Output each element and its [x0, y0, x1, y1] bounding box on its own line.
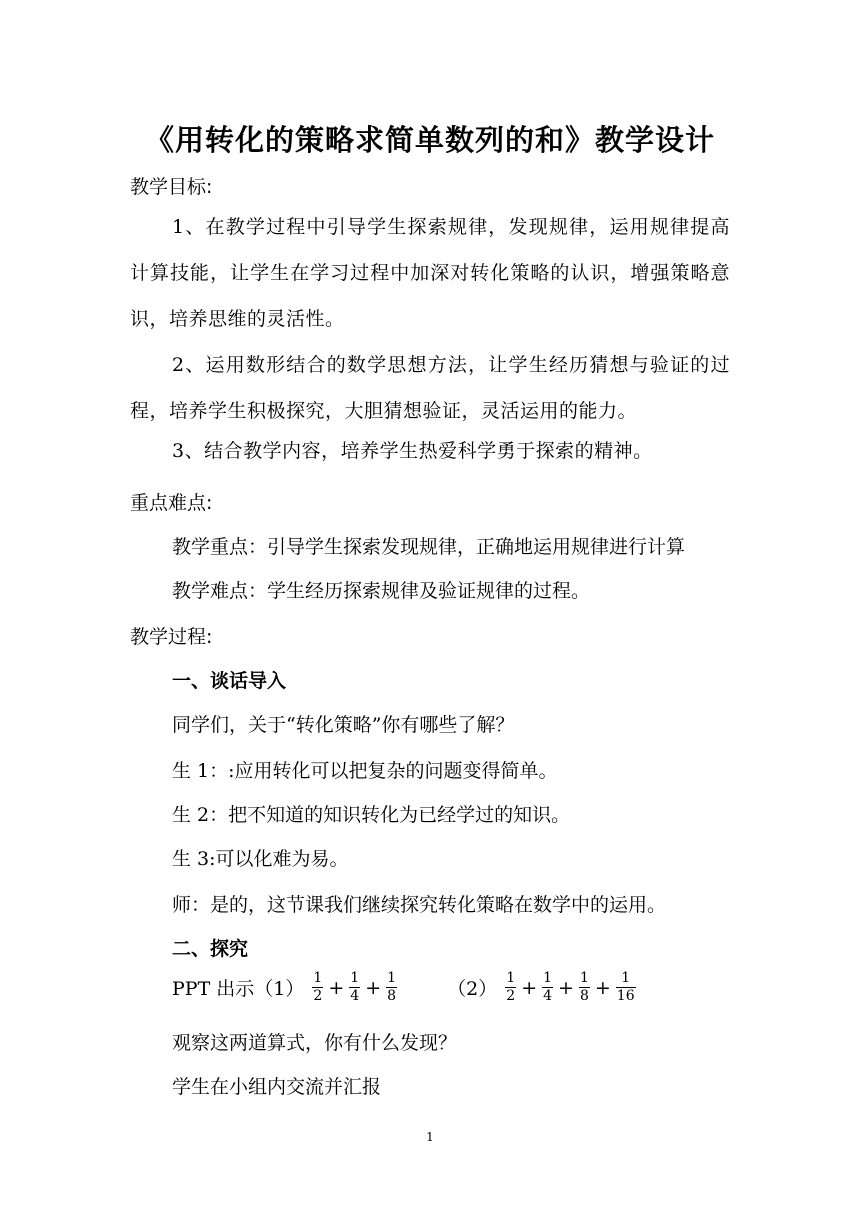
fraction: $\frac{1}{8}$ [579, 970, 589, 1004]
section1-line-1: 同学们，关于“转化策略”你有哪些了解？ [172, 714, 515, 736]
keypoints-heading: 重点难点: [130, 492, 213, 514]
section1-title: 一、谈话导入 [172, 670, 287, 692]
fraction: $\frac{1}{2}$ [313, 970, 323, 1004]
plus-sign: + [594, 976, 611, 999]
plus-sign: + [521, 976, 538, 999]
section1-line-3: 生 2：把不知道的知识转化为已经学过的知识。 [172, 804, 571, 826]
plus-sign: + [365, 976, 382, 999]
section2-title: 二、探究 [172, 938, 249, 960]
section1-line-4: 生 3:可以化难为易。 [172, 848, 349, 870]
objective-item-2: 2、运用数形结合的数学思想方法，让学生经历猜想与验证的过程，培养学生积极探究，大胆猜想验证，灵活运用的能力。 [130, 354, 730, 422]
fraction: $\frac{1}{8}$ [387, 970, 397, 1004]
objectives-heading: 教学目标: [130, 176, 213, 198]
document-title: 《用转化的策略求简单数列的和》教学设计 [144, 123, 715, 157]
fraction: $\frac{1}{4}$ [543, 970, 553, 1004]
section2-line-1: 观察这两道算式，你有什么发现？ [172, 1032, 458, 1054]
teaching-focus: 教学重点：引导学生探索发现规律，正确地运用规律进行计算 [172, 536, 686, 558]
fraction: $\frac{1}{16}$ [616, 970, 635, 1004]
objective-item-3: 3、结合教学内容，培养学生热爱科学勇于探索的精神。 [172, 440, 653, 462]
expression-2-label: （2） [447, 978, 498, 1000]
page-number: 1 [426, 1130, 434, 1144]
section1-line-5: 师：是的，这节课我们继续探究转化策略在数学中的运用。 [172, 894, 667, 916]
teaching-difficulty: 教学难点：学生经历探索规律及验证规律的过程。 [172, 580, 591, 602]
section1-line-2: 生 1：:应用转化可以把复杂的问题变得简单。 [172, 760, 558, 782]
fraction: $\frac{1}{2}$ [506, 970, 516, 1004]
fraction: $\frac{1}{4}$ [350, 970, 360, 1004]
process-heading: 教学过程: [130, 626, 213, 648]
section2-line-2: 学生在小组内交流并汇报 [172, 1076, 382, 1098]
objective-item-1: 1、在教学过程中引导学生探索规律，发现规律，运用规律提高计算技能，让学生在学习过程中加深对转化策略的认识，增强策略意识，培养思维的灵活性。 [130, 216, 730, 330]
ppt-label: PPT 出示（1） [172, 978, 305, 1000]
ppt-expression-row [172, 970, 638, 1005]
expression-1 [310, 970, 399, 1005]
plus-sign: + [328, 976, 345, 999]
expression-2 [503, 970, 637, 1005]
plus-sign: + [558, 976, 574, 999]
